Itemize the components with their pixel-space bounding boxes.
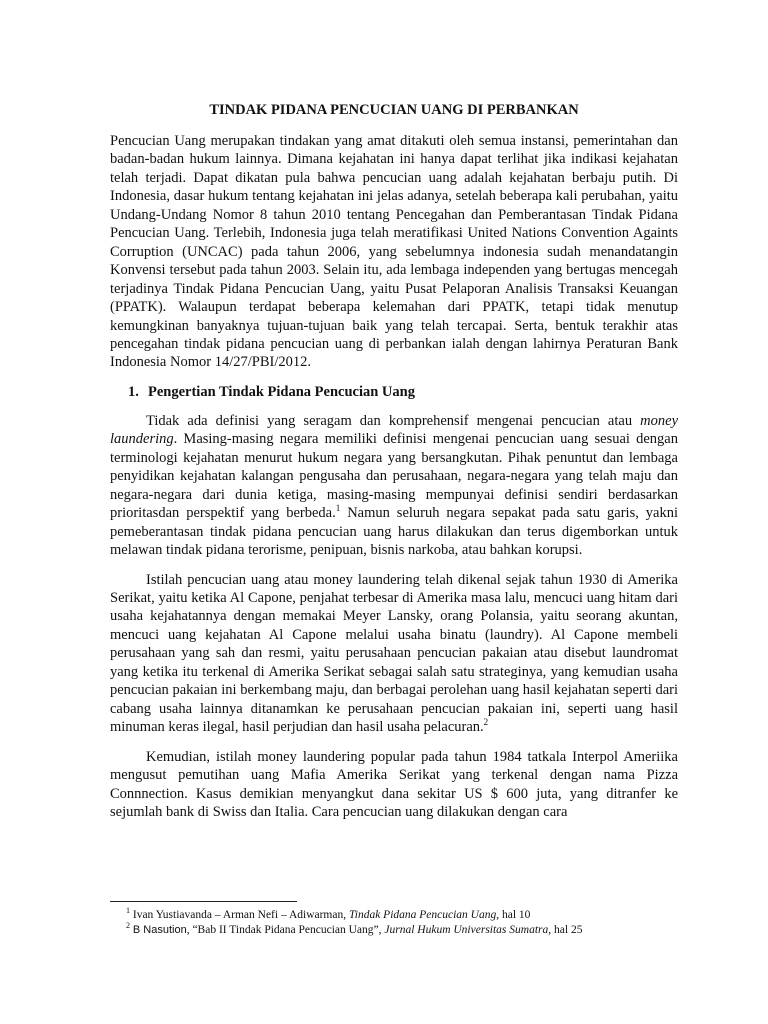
document-page bbox=[110, 101, 678, 832]
footnote-text: , “Bab II Tindak Pidana Pencucian Uang”, bbox=[186, 924, 385, 936]
italic-term: money laundering bbox=[110, 412, 678, 448]
footnote-2 bbox=[110, 923, 678, 938]
footnote-divider bbox=[110, 901, 297, 902]
footnote-ref[interactable]: 2 bbox=[483, 717, 489, 728]
paragraph-history bbox=[110, 571, 678, 737]
footnote-page: , hal 25 bbox=[548, 924, 583, 936]
section-heading bbox=[110, 383, 678, 401]
section-number: 1. bbox=[128, 383, 139, 400]
footnote-title: Jurnal Hukum Universitas Sumatra bbox=[384, 924, 549, 936]
paragraph-text: Istilah pencucian uang atau money laundering telah dikenal sejak tahun 1930 di Amerika Serikat, yaitu ketika Al Capone, penjahat terbesar di Amerika masa lalu, mencuci uang hitam dari usaha kejahatannya dengan memakai Meyer Lansky, orang Polansia, yaitu seorang akuntan, mencuci uang kejahatan Al Capone melalui usaha binatu (laundry). Al Capone membeli perusahaan yang sah dan resmi, yaitu perusahaan pencucian pakaian atau disebut laundromat yang ketika itu terkenal di Amerika Serikat sebagai salah satu strateginya, yang kemudian usaha pencucian pakaian ini berkembang maju, dan berbagai perolehan uang hasil kejahatan seperti dari cabang usaha lainnya ditanamkan ke perusahaan pencucian pakaian ini, seperti uang hasil minuman keras ilegal, hasil perjudian dan hasil usaha pelacuran. bbox=[110, 571, 678, 736]
footnote-number: 1 bbox=[126, 906, 130, 916]
paragraph-text: Namun seluruh negara sepakat pada satu garis, yakni pemeberantasan tindak pidana pencucian uang harus dilakukan dan terus digemborkan untuk melawan tindak pidana terorisme, penipuan, bisnis narkoba, atau bahkan korupsi. bbox=[110, 505, 678, 559]
footnote-number: 2 bbox=[126, 921, 130, 931]
footnote-author: B Nasution bbox=[132, 924, 187, 936]
footnote-1 bbox=[110, 908, 678, 923]
footnote-text: Ivan Yustiavanda – Arman Nefi – Adiwarman, bbox=[132, 909, 349, 921]
paragraph-text: Tidak ada definisi yang seragam dan komprehensif mengenai pencucian atau bbox=[146, 412, 641, 429]
paragraph-interpol: Kemudian, istilah money laundering popular pada tahun 1984 tatkala Interpol Ameriika mengusut pemutihan uang Mafia Amerika Serikat yang terkenal dengan nama Pizza Connnection. Kasus demikian menyangkut dana sekitar US $ 600 juta, yang ditranfer ke sejumlah bank di Swiss dan Italia. Cara pencucian uang dilakukan dengan cara bbox=[110, 748, 678, 820]
footnotes-area bbox=[110, 901, 678, 938]
footnote-title: Tindak Pidana Pencucian Uang bbox=[348, 909, 497, 921]
footnote-ref[interactable]: 1 bbox=[335, 503, 341, 514]
section-title: Pengertian Tindak Pidana Pencucian Uang bbox=[148, 383, 415, 400]
paragraph-text: . Masing-masing negara memiliki definisi mengenai pencucian uang sesuai dengan terminologi kejahatan menurut hukum negara yang bersangkutan. Pihak penuntut dan lembaga penyidikan kejahatan kalangan pengusaha dan perusahaan, negara-negara yang telah maju dan negara-negara dari dunia ketiga, masing-masing mempunyai definisi sendiri berdasarkan prioritasdan perspektif yang berbeda. bbox=[110, 431, 678, 522]
intro-paragraph: Pencucian Uang merupakan tindakan yang amat ditakuti oleh semua instansi, pemerintahan dan badan-badan hukum lainnya. Dimana kejahatan ini hanya dapat terlihat jika indikasi kejahatan telah terjadi. Dapat dikatan pula bahwa pencucian uang adalah kejahatan berbaju putih. Di Indonesia, dasar hukum tentang kejahatan ini jelas adanya, setelah beberapa kali perubahan, yaitu Undang-Undang Nomor 8 tahun 2010 tentang Pencegahan dan Pemberantasan Tindak Pidana Pencucian Uang. Terlebih, Indonesia juga telah meratifikasi United Nations Convention Againts Corruption (UNCAC) pada tahun 2006, yang sebelumnya indonesia sudah menandatangin Konvensi tersebut pada tahun 2003. Selain itu, ada lembaga independen yang bertugas mencegah terjadinya Tindak Pidana Pencucian Uang, yaitu Pusat Pelaporan Analisis Transaksi Keuangan (PPATK). Walaupun terdapat beberapa kelemahan dari PPATK, tetapi tidak menutup kemungkinan banyaknya tujuan-tujuan baik yang telah tercapai. Serta, bentuk terakhir atas pencegahan tindak pidana pencucian uang di perbankan ialah dengan lahirnya Peraturan Bank Indonesia Nomor 14/27/PBI/2012. bbox=[110, 133, 678, 371]
document-title: TINDAK PIDANA PENCUCIAN UANG DI PERBANKAN bbox=[209, 102, 579, 118]
paragraph-definition bbox=[110, 412, 678, 560]
footnote-page: , hal 10 bbox=[496, 909, 531, 921]
